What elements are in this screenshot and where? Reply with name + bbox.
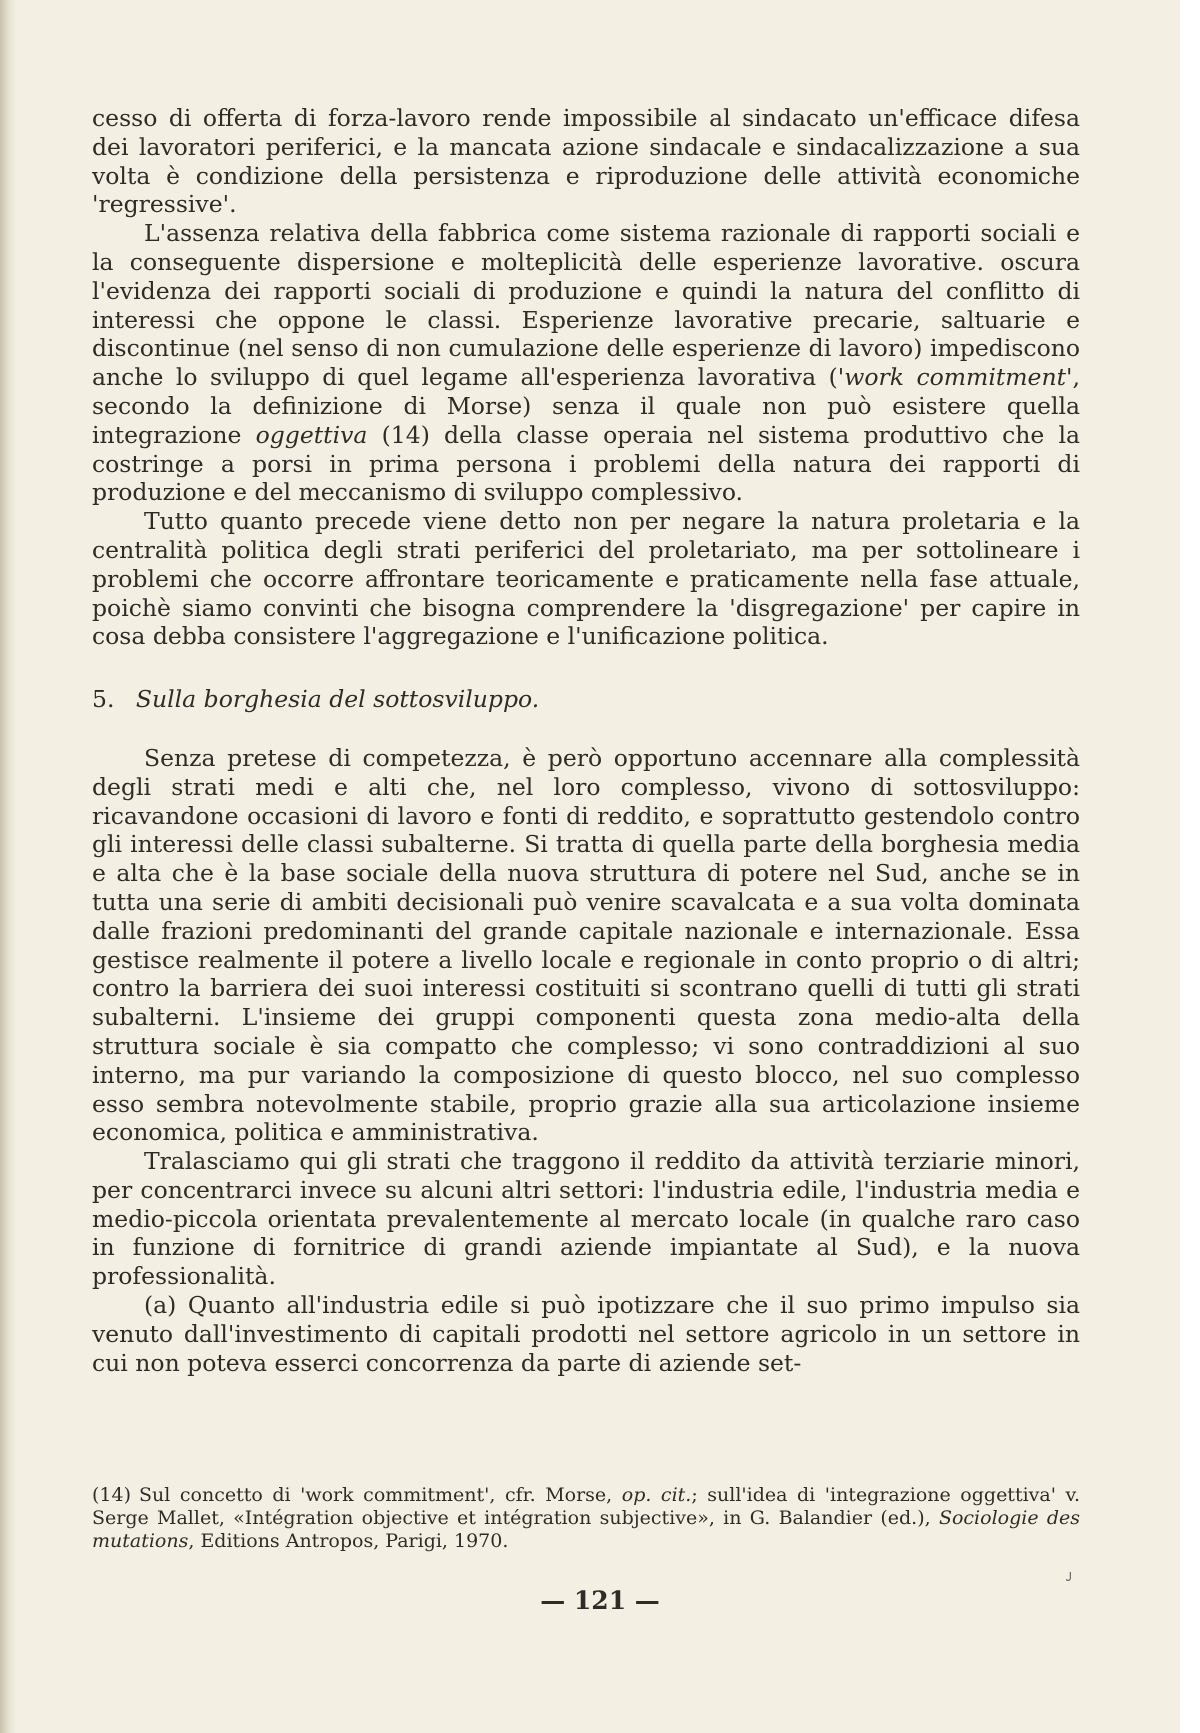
- text-run: Sul concetto di 'work commitment', cfr. Morse,: [139, 1484, 622, 1506]
- paragraph: [92, 744, 1080, 1147]
- footnote: [92, 1484, 1080, 1553]
- paragraphs-before-heading: [92, 104, 1080, 651]
- paragraph: [92, 1291, 1080, 1377]
- italic-text-run: Sociologie des mutations: [92, 1507, 1081, 1552]
- corner-mark: ᴊ: [1066, 1566, 1073, 1585]
- section-number: 5.: [92, 685, 115, 714]
- text-run: L'assenza relativa della fabbrica come sistema razionale di rapporti sociali e la conseguente dispersione e molteplicità delle esperienze lavorative. oscura l'evidenza dei rapporti sociali di produzione e quindi la natura del conflitto di interessi che oppone le classi. Esperienze lavorative precarie, saltuarie e discontinue (nel senso di non cumulazione delle esperienze di lavoro) impediscono anche lo sviluppo di quel legame all'esperienza lavorativa (: [92, 219, 1080, 392]
- section-heading: [92, 685, 1080, 714]
- text-run: Senza pretese di competezza, è però opportuno accennare alla complessità degli strati medi e alti che, nel loro complesso, vivono di sottosviluppo: ricavandone occasioni di lavoro e fonti di reddito, e soprattutto gestendolo contro gli interessi delle classi subalterne. Si tratta di quella parte della borghesia media e alta che è la base sociale della nuova struttura di potere nel Sud, anche se in tutta una serie di ambiti decisionali può venire scavalcata e a sua volta dominata dalle frazioni predominanti del grande capitale nazionale e internazionale. Essa gestisce realmente il potere a livello locale e regionale in conto proprio o di altri; contro la barriera dei suoi interessi costituiti si scontrano quelli di tutti gli strati subalterni. L'insieme dei gruppi componenti questa zona medio-alta della struttura sociale è sia compatto che complesso; vi sono contraddizioni al suo interno, ma pur variando la composizione di questo blocco, nel suo complesso esso sembra notevolmente stabile, proprio grazie alla sua articolazione insieme economica, politica e amministrativa.: [92, 743, 1080, 1147]
- text-run: , secondo la definizione di Morse) senza il quale non può esistere quella integrazione: [92, 363, 1080, 449]
- paragraph: [92, 1147, 1080, 1291]
- italic-text-run: 'work commitment': [837, 363, 1073, 392]
- page-binding-shadow: [0, 0, 16, 1733]
- text-run: (14) della classe operaia nel sistema produttivo che la costringe a porsi in prima persona i problemi della natura dei rapporti di produzione e del meccanismo di sviluppo complessivo.: [92, 420, 1080, 507]
- italic-text-run: op. cit.: [621, 1484, 692, 1506]
- paragraphs-after-heading: [92, 744, 1080, 1378]
- paragraph: [92, 219, 1080, 507]
- text-run: Tralasciamo qui gli strati che traggono il reddito da attività terziarie minori, per concentrarci invece su alcuni altri settori: l'industria edile, l'industria media e medio-piccola orientata prevalentemente al mercato locale (in qualche raro caso in funzione di fornitrice di grandi aziende impiantate al Sud), e la nuova professionalità.: [92, 1147, 1080, 1291]
- text-run: ; sull'idea di 'integrazione oggettiva' v. Serge Mallet, «Intégration objective et intégration subjective», in G. Balandier (ed.),: [92, 1484, 1081, 1529]
- paragraph: [92, 507, 1080, 651]
- italic-text-run: oggettiva: [255, 420, 368, 449]
- text-run: (a) Quanto all'industria edile si può ipotizzare che il suo primo impulso sia venuto dall'investimento di capitali prodotti nel settore agricolo in un settore in cui non poteva esserci concorrenza da parte di aziende set-: [92, 1291, 1080, 1377]
- text-run: cesso di offerta di forza-lavoro rende impossibile al sindacato un'efficace difesa dei lavoratori periferici, e la mancata azione sindacale e sindacalizzazione a sua volta è condizione della persistenza e riproduzione delle attività economiche 'regressive'.: [92, 104, 1080, 219]
- section-title: Sulla borghesia del sottosviluppo.: [135, 685, 540, 714]
- page-right-margin: [1180, 0, 1200, 1733]
- footnote-mark: (14): [92, 1484, 132, 1506]
- page-number: — 121 —: [540, 1586, 660, 1615]
- paragraph: [92, 104, 1080, 219]
- text-run: Tutto quanto precede viene detto non per negare la natura proletaria e la centralità politica degli strati periferici del proletariato, ma per sottolineare i problemi che occorre affrontare teoricamente e praticamente nella fase attuale, poichè siamo convinti che bisogna comprendere la 'disgregazione' per capire in cosa debba consistere l'aggregazione e l'unificazione politica.: [92, 507, 1080, 651]
- text-run: , Editions Antropos, Parigi, 1970.: [188, 1530, 509, 1552]
- body-text: [92, 104, 1080, 1377]
- footnote-text: [92, 1484, 1080, 1552]
